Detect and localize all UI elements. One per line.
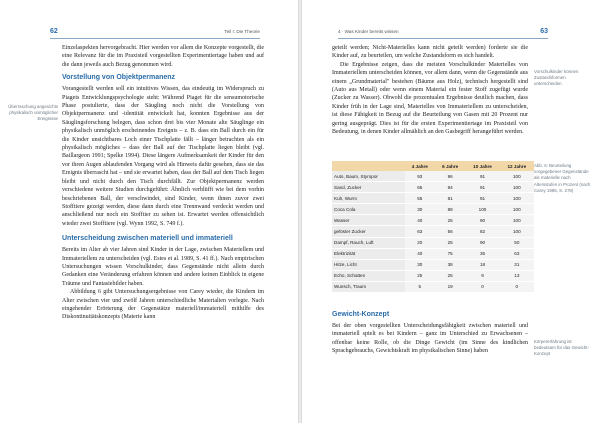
paragraph: geteilt werden; Nicht-Materielles kann nicht geteilt werden) forderte sie die Kinder auf, zu beurteilen, um welche Zustandsform es sich handelt. [332, 45, 528, 60]
paragraph: Einzelaspekten hervorgebracht. Hier werden vor allem die Konzepte vorgestellt, die eine Relevanz für die im Praxisteil vorgestellten Experimentiertage haben und auf die dann jeweils auch Bezug genommen wird. [62, 45, 264, 68]
table-cell: 100 [500, 226, 534, 237]
table-cell: 93 [405, 171, 435, 182]
page-number-right: 63 [540, 28, 548, 35]
table-cell: 30 [405, 259, 435, 270]
figure-table [332, 161, 534, 293]
paragraph: Vorangestellt werden soll ein intuitives Wissen, das eindeutig im Widerspruch zu Piagets Entwicklungspsychologie steht: Während Piaget für die sensumotorische Phase postulierte, dass der Säugling noch nicht die Vorstellung von Objektpermanenz und -identität entwickelt hat, konnten Ergebnisse aus der Säuglingsforschung belegen, dass schon drei bis vier Monate alte Säuglinge ein physikalisch unmöglich erscheinendes Ereignis – z. B. dass ein Ball durch ein für die Kinder unsichtbares Loch einer Tischplatte fällt – länger betrachten als ein physikalisch mögliches – dass der Ball auf der Tischplatte liegen bleibt (vgl. Baillargeon 1991; Spelke 1994). Diese längere Aufmerksamkeit der Kinder für den vor ihren Augen ablaufenden Vorgang wird als Hinweis dafür gesehen, dass sie das Ereignis überrascht hat – und sie erwartet haben, dass der Ball auf dem Tisch liegen bleibt und nicht durch den Tisch durchfällt. Zur Objektpermanenz werden verschiedene weitere Studien durchgeführt: Ähnlich verblüfft wie bei dem vorhin beschriebenen Ball, der verschwindet, sind Kinder, wenn ihnen zuvor zwei Stofftiere gezeigt werden, diese dann durch eine Trennwand verdeckt werden und anschließend nur noch ein Stofftier zu sehen ist. Erwartet werden offensichtlich wieder zwei Stofftiere (vgl. Wynn 1992, S. 749 f.). [62, 86, 264, 227]
table-cell: 81 [435, 193, 465, 204]
table-cell: 91 [465, 171, 499, 182]
table-row-label: Hitze, Licht [332, 259, 405, 270]
table-row [332, 182, 534, 193]
running-head-right: 4 · Was Kinder bereits wissen [338, 29, 399, 34]
heading-gewicht-konzept: Gewicht-Konzept [332, 311, 390, 318]
table-header-cell: 4 Jahre [405, 161, 435, 171]
table-cell: 100 [465, 204, 499, 215]
table-cell: 38 [435, 259, 465, 270]
table-cell: 25 [405, 270, 435, 281]
running-head-left: Teil I: Die Theorie [224, 29, 260, 34]
table-row-label: Kuh, Wurm [332, 193, 405, 204]
header-rule-left [50, 38, 260, 39]
heading-materiell-immateriell: Unterscheidung zwischen materiell und immateriell [62, 235, 233, 243]
table-cell: 90 [465, 237, 499, 248]
table-row [332, 204, 534, 215]
table-row-label: gelöster Zucker [332, 226, 405, 237]
table-cell: 88 [435, 204, 465, 215]
table-cell: 96 [435, 171, 465, 182]
table-cell: 9 [465, 270, 499, 281]
right-body-text-bottom [332, 306, 528, 356]
figure-caption: Abb. 6: Beurteilung vorgegebener Gegenstände als materielle nach Altersstufen in Prozent (nach Carey 1985, S. 278) [534, 163, 591, 193]
table-cell: 100 [500, 171, 534, 182]
table-row [332, 237, 534, 248]
table-row-label: Sand, Zucker [332, 182, 405, 193]
table-cell: 40 [405, 248, 435, 259]
left-header [50, 28, 260, 38]
table-cell: 31 [500, 259, 534, 270]
left-body-text [62, 44, 264, 322]
table-cell: 65 [405, 182, 435, 193]
table-cell: 20 [405, 237, 435, 248]
right-body-text-top [332, 44, 528, 136]
table-cell: 25 [435, 215, 465, 226]
table-row [332, 281, 534, 292]
table-header-row [332, 161, 534, 171]
table-row-label: Wunsch, Traum [332, 281, 405, 292]
table-cell: 56 [435, 226, 465, 237]
paragraph: Bei der oben vorgestellten Unterscheidungsfähigkeit zwischen materiell und immateriell spielt es bei Kindern – ganz im Unterschied zu Erwachsenen – offenbar keine Rolle, ob die Dinge Gewicht (im Sinne des kindlichen Sprachgebrauchs, Gewichtskraft im physikalischen Sinne) haben [332, 323, 528, 355]
table-row-label: Coca Cola [332, 204, 405, 215]
table-header-cell: 12 Jahre [500, 161, 534, 171]
table-cell: 90 [465, 215, 499, 226]
material-table [332, 161, 534, 293]
table-cell: 100 [500, 204, 534, 215]
table-row [332, 171, 534, 182]
table-cell: 55 [405, 193, 435, 204]
table-row-label: Wasser [332, 215, 405, 226]
table-cell: 91 [465, 182, 499, 193]
table-cell: 82 [465, 226, 499, 237]
table-cell: 13 [500, 270, 534, 281]
table-body [332, 171, 534, 293]
table-header-cell: 10 Jahre [465, 161, 499, 171]
heading-objektpermanenz: Vorstellung von Objektpermanenz [62, 74, 176, 82]
right-page [302, 0, 600, 423]
left-page [0, 0, 298, 423]
table-cell: 36 [465, 248, 499, 259]
table-cell: 100 [500, 215, 534, 226]
table-row-label: Dampf, Rauch, Luft [332, 237, 405, 248]
table-cell: 40 [405, 215, 435, 226]
sidenote-right-gewicht: Körpererfahrung ist bedeutsam für das Gewicht-Konzept [534, 339, 589, 357]
table-cell: 100 [500, 182, 534, 193]
table-cell: 91 [465, 193, 499, 204]
sidenote-right-zustandsformen: Vorschulkinder können Zustandsformen unterscheiden [534, 69, 579, 87]
table-row-label: Auto, Baum, Styropor [332, 171, 405, 182]
paragraph: Abbildung 6 gibt Untersuchungsergebnisse von Carey wieder, die Kindern im Alter zwischen vier und zwölf Jahren unterschiedliche Materialien vorlegte. Nach eingehender Erörterung der Gegenstätze materiell/immateriell mithilfe des Diskontinuitätskonzepts (Materie kann [62, 289, 264, 321]
table-cell: 18 [465, 259, 499, 270]
table-cell: 5 [405, 281, 435, 292]
table-cell: 30 [405, 204, 435, 215]
table-cell: 0 [500, 281, 534, 292]
table-row-label: Echo, Schatten [332, 270, 405, 281]
table-cell: 94 [435, 182, 465, 193]
table-row [332, 193, 534, 204]
sidenote-left: Überraschung angesichts physikalisch unmöglicher Ereignisse [8, 104, 58, 122]
table-cell: 0 [465, 281, 499, 292]
table-cell: 63 [500, 248, 534, 259]
table-header-cell: 6 Jahre [435, 161, 465, 171]
paragraph: Die Ergebnisse zeigen, dass die meisten Vorschulkinder Materielles von Immateriellem unterscheiden können, vor allem dann, wenn die Gegenstände aus einem „Grundmaterial" bestehen (Bäume aus Holz), technisch hergestellt sind (Auto aus Metall) oder wenn einem Material ein fester Stoff zugefügt wurde (Zucker zu Wasser). Obwohl die prozentualen Ergebnisse deutlich machen, dass Kinder früh in der Lage sind, Materielles von Immateriellem zu unterscheiden, ist diese Fähigkeit in Bezug auf die Beurteilung von Gasen mit 20 Prozent nur gering ausgeprägt. Dies ist für die ersten Experimentiertage im Praxisteil von Bedeutung, in denen Kinder allmählich an den Gasbegriff herangeführt werden. [332, 61, 528, 136]
header-rule-right [338, 38, 548, 39]
table-cell: 25 [435, 237, 465, 248]
table-cell: 63 [405, 226, 435, 237]
table-cell: 50 [500, 237, 534, 248]
paragraph: Bereits im Alter ab vier Jahren sind Kinder in der Lage, zwischen Materiellem und Immateriellem zu unterscheiden (vgl. Estes et al. 1989, S. 41 ff.). Nach empirischen Untersuchungen wissen Vorschulkinder, dass Gegenstände nicht allein durch Gedanken eine Veränderung erfahren können und andere keinen Einblick in eigene Träume und Fantasiebilder haben. [62, 247, 264, 287]
page-number-left: 62 [50, 28, 58, 35]
table-cell: 25 [435, 270, 465, 281]
table-row [332, 226, 534, 237]
table-row [332, 215, 534, 226]
table-header-empty [332, 161, 405, 171]
table-row [332, 270, 534, 281]
table-row [332, 259, 534, 270]
table-cell: 19 [435, 281, 465, 292]
table-row-label: Elektrizität [332, 248, 405, 259]
right-header [338, 28, 548, 38]
table-cell: 75 [435, 248, 465, 259]
table-cell: 100 [500, 193, 534, 204]
table-row [332, 248, 534, 259]
